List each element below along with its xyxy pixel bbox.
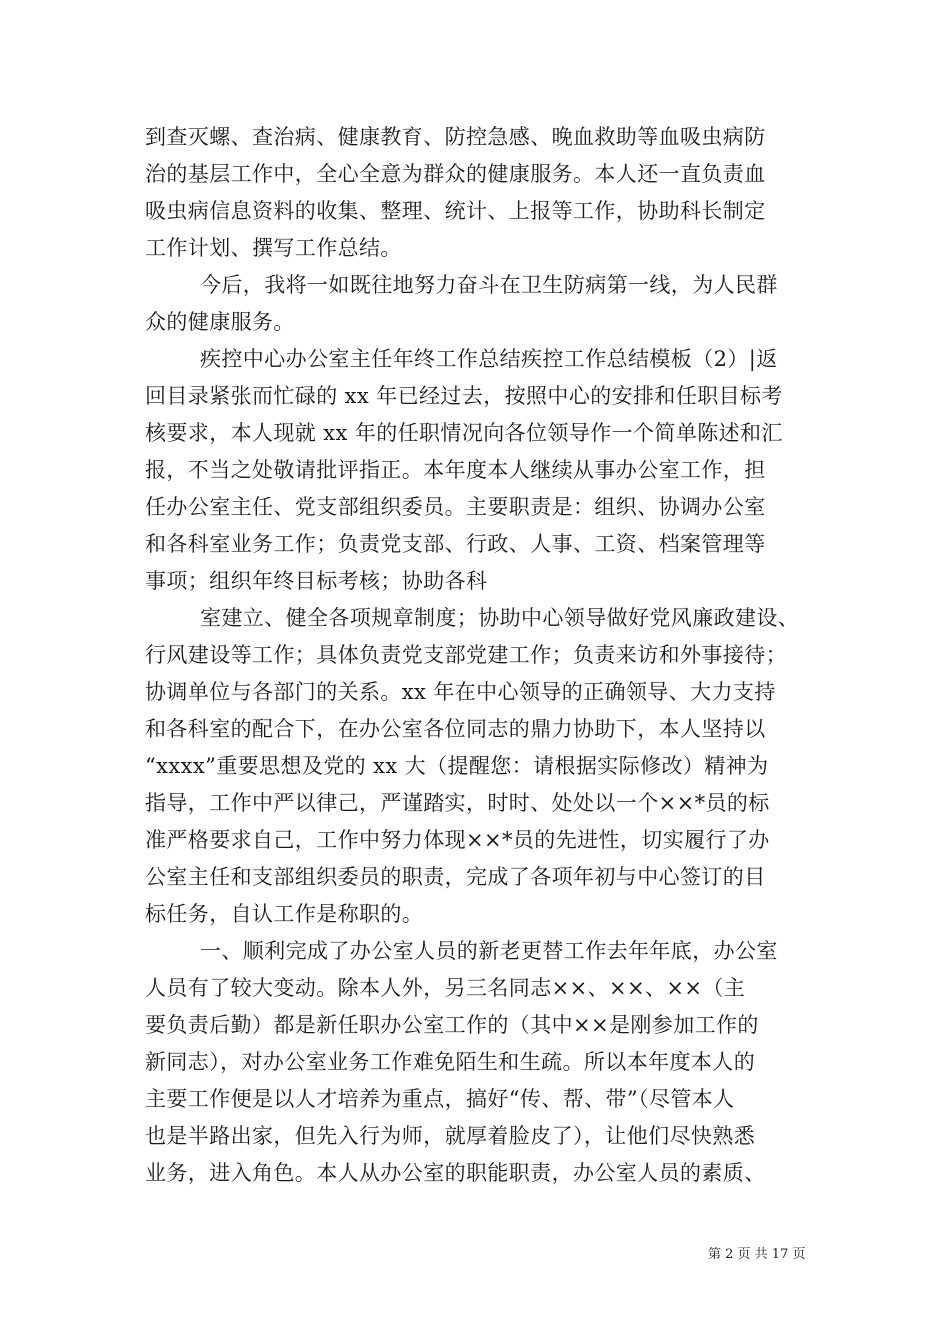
body-line: 协调单位与各部门的关系。xx 年在中心领导的正确领导、大力支持 xyxy=(145,680,776,704)
paragraph-first-line: 今后，我将一如既往地努力奋斗在卫生防病第一线，为人民群 xyxy=(200,273,778,297)
body-line: 也是半路出家，但先入行为师，就厚着脸皮了），让他们尽快熟悉 xyxy=(145,1124,756,1148)
body-line: 和各科室的配合下，在办公室各位同志的鼎力协助下，本人坚持以 xyxy=(145,717,766,741)
body-line: 任办公室主任、党支部组织委员。主要职责是：组织、协调办公室 xyxy=(145,495,766,519)
body-line: 业务，进入角色。本人从办公室的职能职责，办公室人员的素质、 xyxy=(145,1161,766,1185)
paragraph-first-line: 疾控中心办公室主任年终工作总结疾控工作总结模板（2）|返 xyxy=(200,347,778,371)
paragraph-first-line: 一、顺利完成了办公室人员的新老更替工作去年年底，办公室 xyxy=(200,939,778,963)
paragraph-first-line: 室建立、健全各项规章制度；协助中心领导做好党风廉政建设、 xyxy=(200,606,800,630)
body-line: 准严格要求自己，工作中努力体现××*员的先进性，切实履行了办 xyxy=(145,828,770,852)
page-number-footer: 第 2 页 共 17 页 xyxy=(708,1247,806,1262)
body-line: 主要工作便是以人才培养为重点，搞好“传、帮、带”（尽管本人 xyxy=(145,1087,735,1111)
body-line: 工作计划、撰写工作总结。 xyxy=(145,236,402,260)
body-line: 回目录紧张而忙碌的 xx 年已经过去，按照中心的安排和任职目标考 xyxy=(145,384,783,408)
body-line: 行风建设等工作；具体负责党支部党建工作；负责来访和外事接待； xyxy=(145,643,787,667)
body-line: 指导，工作中严以律己，严谨踏实，时时、处处以一个××*员的标 xyxy=(145,791,770,815)
body-line: 要负责后勤）都是新任职办公室工作的（其中××是刚参加工作的 xyxy=(145,1013,759,1037)
body-line: 新同志），对办公室业务工作难免陌生和生疏。所以本年度本人的 xyxy=(145,1050,756,1074)
body-line: 报，不当之处敬请批评指正。本年度本人继续从事办公室工作，担 xyxy=(145,458,766,482)
body-line: 治的基层工作中，全心全意为群众的健康服务。本人还一直负责血 xyxy=(145,162,766,186)
body-line: 标任务，自认工作是称职的。 xyxy=(145,902,424,926)
body-line: 公室主任和支部组织委员的职责，完成了各项年初与中心签订的目 xyxy=(145,865,766,889)
body-line: 核要求，本人现就 xx 年的任职情况向各位领导作一个简单陈述和汇 xyxy=(145,421,783,445)
body-line: 到查灭螺、查治病、健康教育、防控急感、晚血救助等血吸虫病防 xyxy=(145,125,766,149)
body-line: 众的健康服务。 xyxy=(145,310,295,334)
body-line: 人员有了较大变动。除本人外，另三名同志××、××、××（主 xyxy=(145,976,746,1000)
body-line: 事项；组织年终目标考核；协助各科 xyxy=(145,569,488,593)
body-line: 和各科室业务工作；负责党支部、行政、人事、工资、档案管理等 xyxy=(145,532,766,556)
body-line: “xxxx”重要思想及党的 xx 大（提醒您：请根据实际修改）精神为 xyxy=(145,754,769,778)
body-line: 吸虫病信息资料的收集、整理、统计、上报等工作，协助科长制定 xyxy=(145,199,766,223)
